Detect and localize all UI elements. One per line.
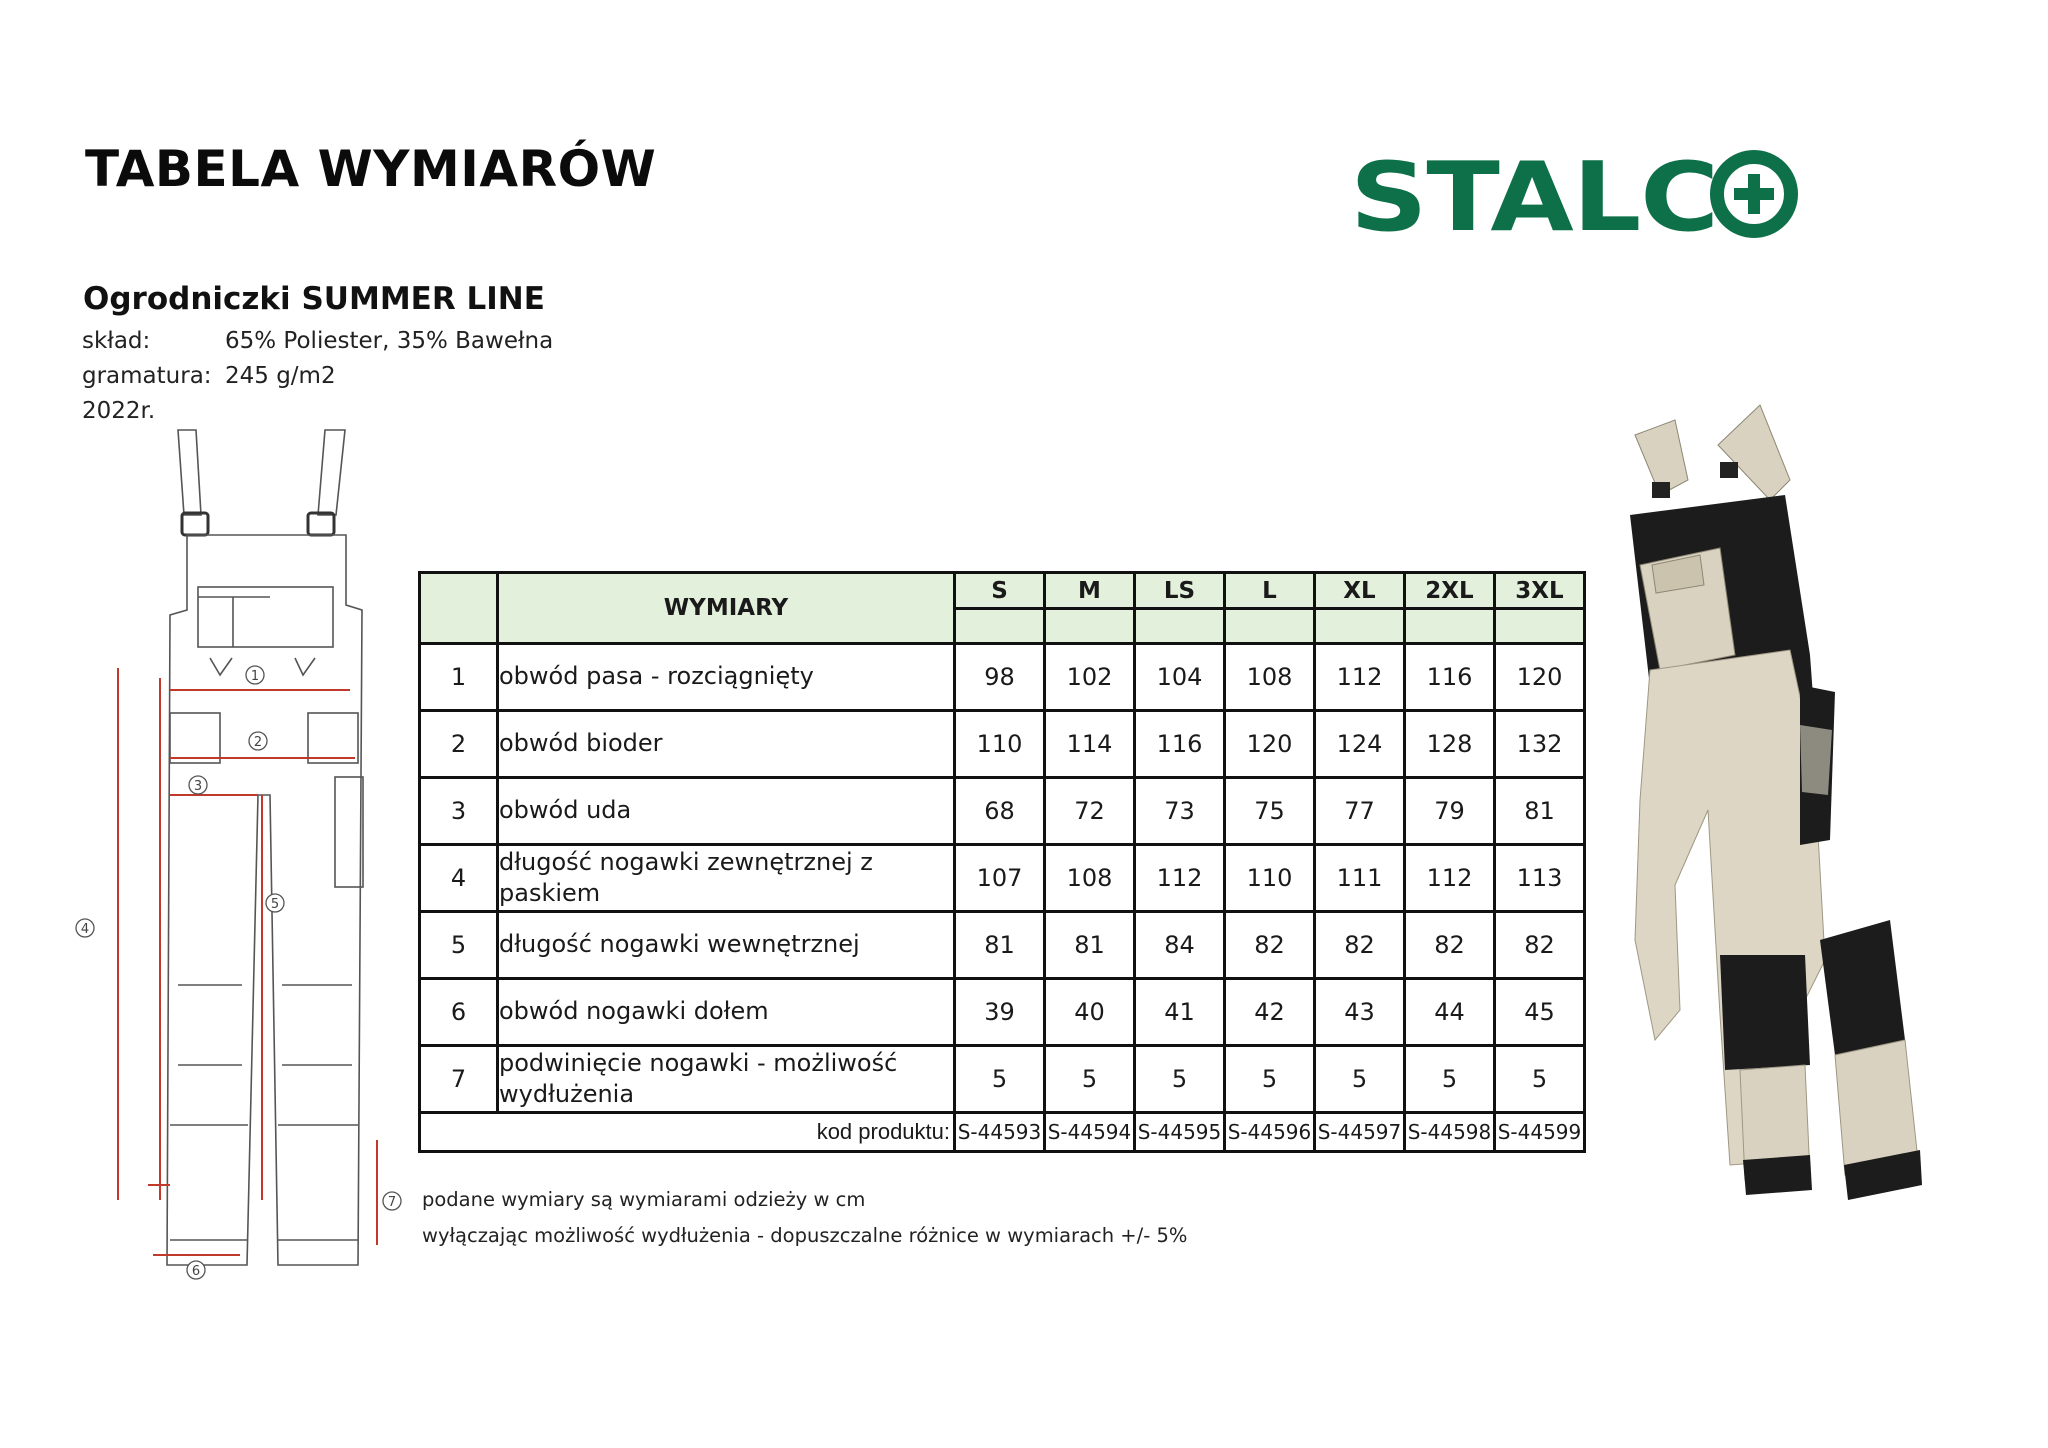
table-cell: 77 — [1315, 778, 1405, 845]
note-tolerance: wyłączając możliwość wydłużenia - dopuszczalne różnice w wymiarach +/- 5% — [422, 1224, 1188, 1247]
table-cell: 113 — [1495, 845, 1585, 912]
product-code: S-44596 — [1225, 1113, 1315, 1152]
size-header-sub — [1405, 609, 1495, 644]
table-cell: 5 — [955, 1046, 1045, 1113]
svg-text:7: 7 — [387, 1195, 397, 1210]
spec-value: 245 g/m2 — [225, 363, 336, 389]
size-header-sub — [1225, 609, 1315, 644]
table-cell: 104 — [1135, 644, 1225, 711]
size-header: 3XL — [1495, 573, 1585, 609]
spec-label: gramatura: — [82, 363, 212, 389]
size-header: L — [1225, 573, 1315, 609]
note-units: podane wymiary są wymiarami odzieży w cm — [422, 1188, 866, 1211]
svg-text:1: 1 — [250, 669, 260, 684]
table-cell: 107 — [955, 845, 1045, 912]
sketch-marker-1 — [246, 666, 264, 684]
corner-cell — [420, 573, 498, 644]
table-cell: 72 — [1045, 778, 1135, 845]
table-row — [420, 644, 1585, 711]
spec-label: skład: — [82, 328, 151, 354]
table-row — [420, 1046, 1585, 1113]
table-cell: 42 — [1225, 979, 1315, 1046]
svg-text:5: 5 — [270, 897, 280, 912]
page-title: TABELA WYMIARÓW — [85, 140, 657, 198]
photo-straps — [1635, 405, 1790, 500]
svg-text:4: 4 — [80, 922, 90, 937]
product-code: S-44593 — [955, 1113, 1045, 1152]
row-number: 1 — [420, 644, 498, 711]
table-cell: 128 — [1405, 711, 1495, 778]
row-label: obwód nogawki dołem — [498, 979, 955, 1046]
table-cell: 75 — [1225, 778, 1315, 845]
size-header: 2XL — [1405, 573, 1495, 609]
row-label: obwód pasa - rozciągnięty — [498, 644, 955, 711]
table-row — [420, 845, 1585, 912]
row-number: 5 — [420, 912, 498, 979]
table-cell: 108 — [1045, 845, 1135, 912]
product-code-label: kod produktu: — [420, 1113, 955, 1152]
table-cell: 110 — [1225, 845, 1315, 912]
table-cell: 44 — [1405, 979, 1495, 1046]
table-cell: 82 — [1225, 912, 1315, 979]
size-header-sub — [1135, 609, 1225, 644]
table-cell: 5 — [1315, 1046, 1405, 1113]
size-header: M — [1045, 573, 1135, 609]
table-cell: 82 — [1315, 912, 1405, 979]
table-cell: 45 — [1495, 979, 1585, 1046]
product-code-row — [420, 1113, 1585, 1152]
product-name: Ogrodniczki SUMMER LINE — [83, 281, 545, 317]
spec-year: 2022r. — [82, 398, 156, 424]
size-header-sub — [1315, 609, 1405, 644]
table-cell: 40 — [1045, 979, 1135, 1046]
table-cell: 5 — [1045, 1046, 1135, 1113]
table-cell: 112 — [1405, 845, 1495, 912]
stalco-logo — [1350, 143, 1800, 253]
product-code: S-44598 — [1405, 1113, 1495, 1152]
table-cell: 5 — [1405, 1046, 1495, 1113]
overalls-sketch — [70, 425, 400, 1279]
sketch-marker-6 — [187, 1261, 205, 1279]
size-header-sub — [1495, 609, 1585, 644]
sketch-marker-5 — [266, 894, 284, 912]
table-cell: 79 — [1405, 778, 1495, 845]
table-row — [420, 912, 1585, 979]
spec-grammage — [82, 363, 336, 389]
table-cell: 5 — [1135, 1046, 1225, 1113]
table-cell: 81 — [1495, 778, 1585, 845]
table-row — [420, 979, 1585, 1046]
row-label: obwód uda — [498, 778, 955, 845]
product-code: S-44595 — [1135, 1113, 1225, 1152]
table-cell: 98 — [955, 644, 1045, 711]
table-cell: 111 — [1315, 845, 1405, 912]
table-cell: 112 — [1315, 644, 1405, 711]
product-code: S-44599 — [1495, 1113, 1585, 1152]
table-cell: 108 — [1225, 644, 1315, 711]
row-number: 3 — [420, 778, 498, 845]
size-table — [418, 571, 1586, 1153]
overalls-photo — [1600, 400, 1930, 1230]
spec-value: 65% Poliester, 35% Bawełna — [225, 328, 554, 354]
spec-composition — [82, 328, 553, 354]
table-cell: 124 — [1315, 711, 1405, 778]
row-label: podwinięcie nogawki - możliwość wydłużenia — [498, 1046, 955, 1113]
table-cell: 43 — [1315, 979, 1405, 1046]
sketch-marker-2 — [249, 732, 267, 750]
table-cell: 82 — [1495, 912, 1585, 979]
row-number: 2 — [420, 711, 498, 778]
table-cell: 81 — [1045, 912, 1135, 979]
size-header-sub — [1045, 609, 1135, 644]
table-row — [420, 778, 1585, 845]
table-cell: 116 — [1135, 711, 1225, 778]
table-cell: 132 — [1495, 711, 1585, 778]
sketch-marker-7 — [383, 1192, 401, 1210]
svg-text:6: 6 — [191, 1264, 201, 1279]
table-cell: 82 — [1405, 912, 1495, 979]
table-cell: 114 — [1045, 711, 1135, 778]
table-cell: 5 — [1495, 1046, 1585, 1113]
logo-plus-circle-icon — [1717, 157, 1791, 231]
size-header: XL — [1315, 573, 1405, 609]
table-cell: 120 — [1225, 711, 1315, 778]
table-row — [420, 711, 1585, 778]
table-cell: 110 — [955, 711, 1045, 778]
table-cell: 84 — [1135, 912, 1225, 979]
row-label: długość nogawki zewnętrznej z paskiem — [498, 845, 955, 912]
table-cell: 68 — [955, 778, 1045, 845]
header-wymiary: WYMIARY — [498, 573, 955, 644]
table-cell: 39 — [955, 979, 1045, 1046]
table-cell: 120 — [1495, 644, 1585, 711]
size-header: LS — [1135, 573, 1225, 609]
table-cell: 112 — [1135, 845, 1225, 912]
product-code: S-44594 — [1045, 1113, 1135, 1152]
table-cell: 73 — [1135, 778, 1225, 845]
row-number: 4 — [420, 845, 498, 912]
sketch-marker-3 — [189, 776, 207, 794]
sketch-marker-4 — [76, 919, 94, 937]
row-number: 7 — [420, 1046, 498, 1113]
svg-text:2: 2 — [253, 735, 263, 750]
table-cell: 5 — [1225, 1046, 1315, 1113]
table-cell: 116 — [1405, 644, 1495, 711]
svg-text:STALC: STALC — [1350, 143, 1718, 253]
row-label: obwód bioder — [498, 711, 955, 778]
table-cell: 81 — [955, 912, 1045, 979]
table-cell: 41 — [1135, 979, 1225, 1046]
table-cell: 102 — [1045, 644, 1135, 711]
size-header: S — [955, 573, 1045, 609]
product-code: S-44597 — [1315, 1113, 1405, 1152]
row-number: 6 — [420, 979, 498, 1046]
size-header-sub — [955, 609, 1045, 644]
svg-text:3: 3 — [193, 779, 203, 794]
row-label: długość nogawki wewnętrznej — [498, 912, 955, 979]
